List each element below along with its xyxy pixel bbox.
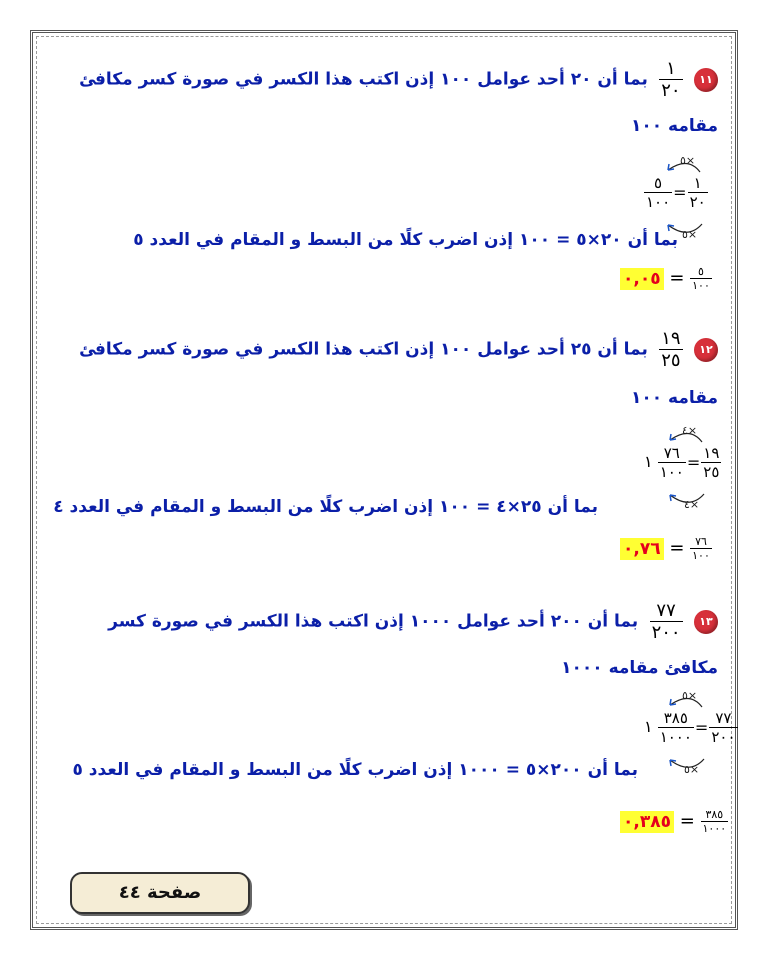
original-fraction: $\frac{٧٧}{٢٠٠}$ — [711, 709, 736, 746]
equivalence-diagram: ٥× ٥× $\frac{٥}{١٠٠}$ = $\frac{١}{٢٠}$ — [646, 154, 706, 241]
explanation: بما أن ٢٥×٤ = ١٠٠ إذن اضرب كلًا من البسط و المقام في العدد ٤ — [53, 497, 598, 517]
problem-12-line1 — [79, 328, 718, 371]
equivalent-fraction: $\frac{٧٦}{١٠٠}$ — [659, 444, 684, 481]
equivalence-diagram: ٤× ٤× ١ $\frac{٧٦}{١٠٠}$ = $\frac{١٩}{٢٥}$ — [644, 424, 720, 511]
problem-statement: بما أن ٢٠ أحد عوامل ١٠٠ إذن اكتب هذا الكسر في صورة كسر مكافئ — [79, 69, 648, 90]
problem-number-badge: ١٢ — [694, 338, 718, 362]
equivalent-fraction: $\frac{٥}{١٠٠}$ — [646, 174, 671, 211]
page-number-label: صفحة ٤٤ — [70, 872, 250, 914]
multiplier-top: ٥× — [680, 154, 696, 167]
answer-fraction: $\frac{٧٦}{١٠٠}$ — [692, 535, 710, 562]
multiplier-bottom: ٥× — [684, 763, 700, 776]
problem-fraction: $\frac{١}{٢٠}$ — [661, 58, 681, 101]
problem-statement-cont: مقامه ١٠٠ — [630, 388, 718, 408]
multiplier-bottom: ٤× — [684, 498, 700, 511]
multiplier-top: ٤× — [682, 424, 698, 437]
equivalent-fraction: $\frac{٣٨٥}{١٠٠٠}$ — [659, 709, 692, 746]
decimal-answer: ٠,٧٦ — [620, 538, 664, 560]
decimal-answer: ٠,٣٨٥ — [620, 811, 674, 833]
explanation: بما أن ٢٠٠×٥ = ١٠٠٠ إذن اضرب كلًا من البسط و المقام في العدد ٥ — [72, 760, 638, 780]
problem-number-badge: ١٣ — [694, 610, 718, 634]
equivalence-diagram: ٥× ٥× ١ $\frac{٣٨٥}{١٠٠٠}$ = $\frac{٧٧}{٢٠٠}$ — [644, 689, 736, 776]
answer-fraction: $\frac{٣٨٥}{١٠٠٠}$ — [702, 808, 727, 835]
original-fraction: $\frac{١٩}{٢٥}$ — [703, 444, 720, 481]
problem-13-line1 — [108, 600, 718, 643]
decimal-answer: ٠,٠٥ — [620, 268, 664, 290]
explanation: بما أن ٢٠×٥ = ١٠٠ إذن اضرب كلًا من البسط و المقام في العدد ٥ — [133, 230, 678, 250]
problem-fraction: $\frac{١٩}{٢٥}$ — [661, 328, 681, 371]
answer-row: ٠,٣٨٥ = $\frac{٣٨٥}{١٠٠٠}$ — [620, 808, 740, 835]
problem-statement: بما أن ٢٥ أحد عوامل ١٠٠ إذن اكتب هذا الكسر في صورة كسر مكافئ — [79, 339, 648, 360]
original-fraction: $\frac{١}{٢٠}$ — [689, 174, 706, 211]
problem-statement-cont: مقامه ١٠٠ — [630, 116, 718, 136]
problem-number-badge: ١١ — [694, 68, 718, 92]
problem-11-line1 — [79, 58, 718, 101]
answer-row: ٠,٠٥ = $\frac{٥}{١٠٠}$ — [620, 265, 740, 292]
problem-statement: بما أن ٢٠٠ أحد عوامل ١٠٠٠ إذن اكتب هذا الكسر في صورة كسر — [108, 611, 639, 632]
multiplier-bottom: ٥× — [682, 228, 698, 241]
problem-fraction: $\frac{٧٧}{٢٠٠}$ — [651, 600, 681, 643]
problem-statement-cont: مكافئ مقامه ١٠٠٠ — [561, 658, 718, 678]
answer-row: ٠,٧٦ = $\frac{٧٦}{١٠٠}$ — [620, 535, 740, 562]
multiplier-top: ٥× — [682, 689, 698, 702]
answer-fraction: $\frac{٥}{١٠٠}$ — [692, 265, 710, 292]
